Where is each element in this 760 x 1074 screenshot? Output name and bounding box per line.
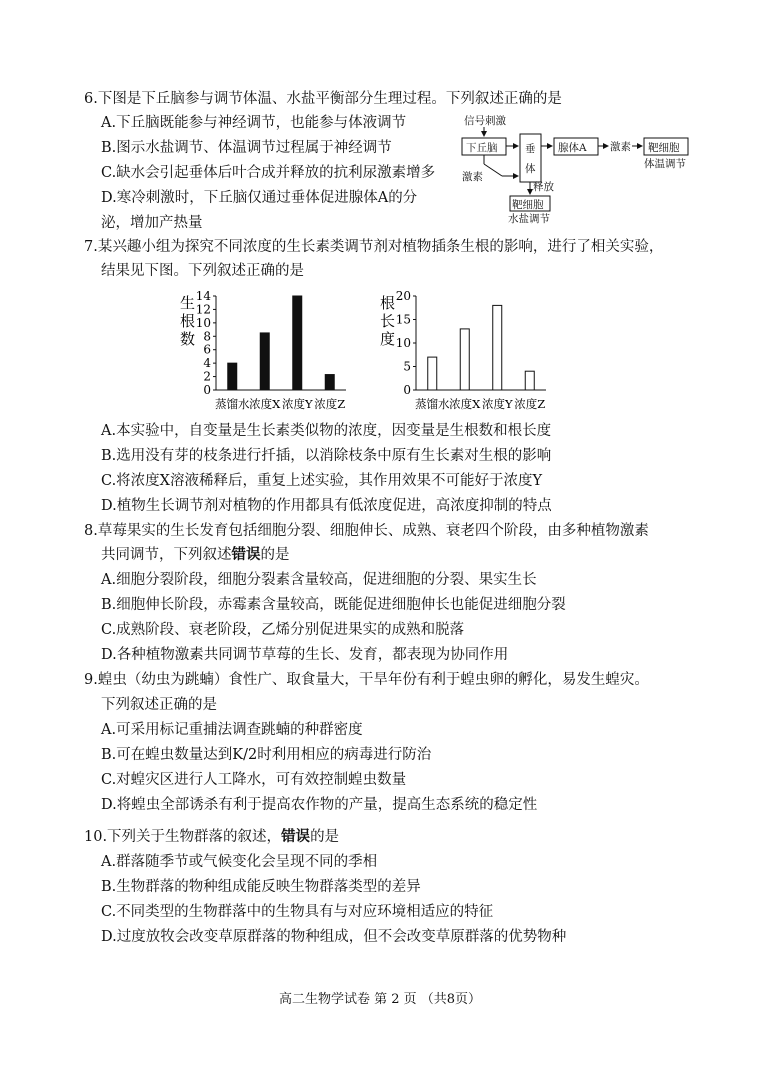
q10-option-a: A.群落随季节或气候变化会呈现不同的季相 (101, 854, 378, 870)
q8-stem-1: 8.草莓果实的生长发育包括细胞分裂、细胞伸长、成熟、衰老四个阶段，由多种植物激素 (84, 523, 649, 539)
q7-option-a: A.本实验中，自变量是生长素类似物的浓度，因变量是生根数和根长度 (101, 423, 552, 439)
ylabel-char: 数 (180, 330, 196, 348)
q6-option-b: B.图示水盐调节、体温调节过程属于神经调节 (101, 140, 392, 156)
x-tick-label: 浓度Y (281, 397, 313, 411)
y-tick-label: 2 (203, 369, 211, 384)
q6-stem: 6.下图是下丘脑参与调节体温、水盐平衡部分生理过程。下列叙述正确的是 (84, 91, 562, 107)
bar (428, 357, 437, 390)
root-count-chart (176, 286, 366, 414)
y-tick-label: 0 (203, 383, 211, 397)
q6-option-d-cont: 泌，增加产热量 (101, 215, 203, 231)
bar (228, 363, 237, 390)
page-footer: 高二生物学试卷 第 2 页 （共8页） (278, 992, 482, 1007)
q9-option-a: A.可采用标记重捕法调查跳蝻的种群密度 (101, 722, 363, 738)
q8-option-d: D.各种植物激素共同调节草莓的生长、发育，都表现为协同作用 (101, 647, 509, 663)
q7-option-c: C.将浓度X溶液稀释后，重复上述实验，其作用效果不可能好于浓度Y (101, 473, 543, 489)
y-tick-label: 10 (195, 315, 211, 330)
bar (460, 329, 469, 390)
q10-option-b: B.生物群落的物种组成能反映生物群落类型的差异 (101, 879, 421, 895)
bar (325, 375, 334, 390)
hormone-label: 激素 (610, 141, 631, 153)
ylabel-char: 长 (380, 312, 396, 330)
q9-stem-1: 9.蝗虫（幼虫为跳蝻）食性广、取食量大，干旱年份有利于蝗虫卵的孵化，易发生蝗灾。 (84, 672, 649, 688)
y-tick-label: 12 (195, 302, 211, 317)
y-tick-label: 15 (395, 312, 411, 327)
q8-stem-2c: 的是 (260, 547, 290, 563)
bar (260, 333, 269, 390)
q10-option-c: C.不同类型的生物群落中的生物具有与对应环境相适应的特征 (101, 904, 494, 920)
y-tick-label: 6 (203, 342, 211, 357)
target-cell-label: 靶细胞 (648, 142, 680, 154)
x-tick-label: 浓度X (449, 397, 481, 411)
hypothalamus-diagram (458, 112, 716, 224)
q10-option-d: D.过度放牧会改变草原群落的物种组成，但不会改变草原群落的优势物种 (101, 929, 567, 945)
q8-option-b: B.细胞伸长阶段，赤霉素含量较高，既能促进细胞伸长也能促进细胞分裂 (101, 597, 566, 613)
q6-option-c: C.缺水会引起垂体后叶合成并释放的抗利尿激素增多 (101, 165, 436, 181)
q9-option-d: D.将蝗虫全部诱杀有利于提高农作物的产量，提高生态系统的稳定性 (101, 797, 538, 813)
target-cell-2-label: 靶细胞 (512, 199, 544, 211)
hormone-left-label: 激素 (462, 171, 483, 183)
y-tick-label: 5 (403, 359, 411, 374)
x-tick-label: 蒸馏水 (415, 397, 450, 411)
q8-option-a: A.细胞分裂阶段，细胞分裂素含量较高，促进细胞的分裂、果实生长 (101, 572, 537, 588)
q10-stem-c: 的是 (310, 829, 340, 845)
water-regulation-label: 水盐调节 (508, 213, 550, 224)
bar (493, 305, 502, 390)
y-tick-label: 8 (203, 329, 211, 344)
q8-stem-2a: 共同调节，下列叙述 (101, 547, 232, 563)
q8-option-c: C.成熟阶段、衰老阶段，乙烯分别促进果实的成熟和脱落 (101, 622, 465, 638)
pituitary-label-1: 垂 (525, 143, 536, 155)
q10-stem-a: 10.下列关于生物群落的叙述， (84, 829, 282, 845)
gland-a-label: 腺体A (558, 142, 587, 154)
ylabel-char: 度 (380, 330, 396, 348)
y-tick-label: 10 (395, 336, 411, 350)
q6-option-d: D.寒冷刺激时，下丘脑仅通过垂体促进腺体A的分 (101, 190, 418, 206)
q7-option-d: D.植物生长调节剂对植物的作用都具有低浓度促进，高浓度抑制的特点 (101, 498, 552, 514)
release-label: 释放 (533, 181, 554, 193)
y-tick-label: 20 (395, 289, 411, 303)
temp-regulation-label: 体温调节 (644, 158, 686, 170)
q6-option-a: A.下丘脑既能参与神经调节，也能参与体液调节 (101, 115, 407, 131)
y-tick-label: 14 (195, 289, 211, 303)
x-tick-label: 浓度Y (481, 397, 513, 411)
q10-stem-emphasis: 错误 (281, 828, 311, 845)
pituitary-label-2: 体 (525, 163, 536, 175)
x-tick-label: 浓度X (249, 397, 281, 411)
signal-label: 信号刺激 (464, 115, 506, 127)
q7-stem-1: 7.某兴趣小组为探究不同浓度的生长素类调节剂对植物插条生根的影响，进行了相关实验， (84, 239, 664, 255)
y-tick-label: 0 (403, 383, 411, 397)
q10-stem (84, 828, 339, 846)
q9-option-b: B.可在蝗虫数量达到K/2时利用相应的病毒进行防治 (101, 747, 432, 763)
x-tick-label: 蒸馏水 (215, 397, 250, 411)
q9-option-c: C.对蝗灾区进行人工降水，可有效控制蝗虫数量 (101, 772, 407, 788)
q8-stem-emphasis: 错误 (231, 546, 261, 563)
ylabel-char: 生 (180, 294, 196, 312)
q7-option-b: B.选用没有芽的枝条进行扦插，以消除枝条中原有生长素对生根的影响 (101, 448, 552, 464)
q8-stem-2 (101, 546, 290, 564)
root-length-chart (376, 286, 576, 414)
q7-stem-2: 结果见下图。下列叙述正确的是 (101, 263, 304, 279)
y-tick-label: 4 (203, 356, 211, 371)
x-tick-label: 浓度Z (514, 397, 546, 411)
bar (293, 296, 302, 390)
ylabel-char: 根 (180, 312, 196, 330)
x-tick-label: 浓度Z (314, 397, 346, 411)
bar (525, 371, 534, 390)
ylabel-char: 根 (380, 294, 396, 312)
q9-stem-2: 下列叙述正确的是 (101, 697, 217, 713)
hypothalamus-label: 下丘脑 (466, 142, 498, 154)
